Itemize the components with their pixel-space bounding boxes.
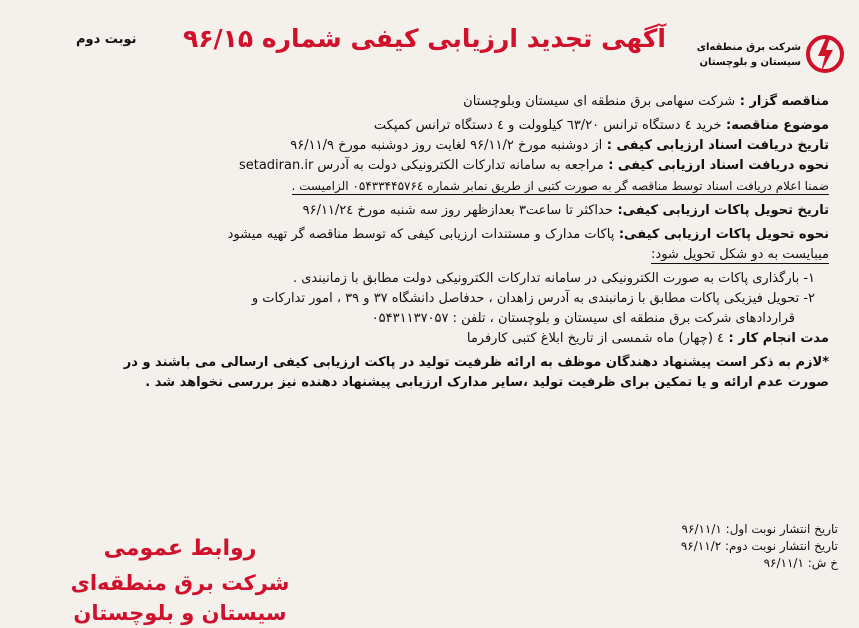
delivery-method-row <box>29 225 829 245</box>
publication-date-first: تاریخ انتشار نوبت اول: ۹۶/۱۱/۱ <box>681 522 838 536</box>
duration-row <box>29 329 829 349</box>
public-relations-label: روابط عمومی <box>103 536 257 561</box>
notice-body <box>29 92 829 393</box>
publication-dates <box>638 521 838 572</box>
receive-date-label: تاریخ دریافت اسناد ارزیابی کیفی : <box>606 138 829 153</box>
delivery-date-label: تاریخ تحویل پاکات ارزیابی کیفی: <box>617 203 829 218</box>
signature-block <box>30 534 330 628</box>
duration-value: ٤ (چهار) ماه شمسی از تاریخ ابلاغ کتبی کارفرما <box>466 331 725 346</box>
delivery-method-value2: میبایست به دو شکل تحویل شود: <box>651 247 829 262</box>
delivery-item-2-text-cont: قراردادهای شرکت برق منطقه ای سیستان و بلوچستان ، تلفن : ۰۵۴۳۱۱۳۷۰۵۷ <box>371 311 795 326</box>
capacity-note-row2 <box>29 373 829 393</box>
receive-method-value: مراجعه به سامانه تدارکات الکترونیکی دولت به آدرس setadiran.ir <box>238 158 604 173</box>
duration-label: مدت انجام کار : <box>728 331 829 346</box>
logo-text-line2: سیستان و بلوچستان <box>699 57 801 68</box>
tender-value: شرکت سهامی برق منطقه ای سیستان وبلوچستان <box>463 94 736 109</box>
receive-method-row <box>29 156 829 176</box>
subject-label: موضوع مناقصه: <box>726 118 829 133</box>
logo-text <box>695 40 801 70</box>
delivery-method-value: پاکات مدارک و مستندات ارزیابی کیفی که توسط مناقصه گر تهیه میشود <box>227 227 615 242</box>
delivery-item-2-cont <box>29 309 829 329</box>
delivery-method-label: نحوه تحویل پاکات ارزیابی کیفی: <box>618 227 829 242</box>
edition-label: نوبت دوم <box>76 32 137 47</box>
delivery-item-2 <box>29 289 829 309</box>
tender-label: مناقصه گزار : <box>739 94 829 109</box>
publication-date-second: تاریخ انتشار نوبت دوم: ۹۶/۱۱/۲ <box>680 539 838 553</box>
company-name-signature: شرکت برق منطقه‌ای سیستان و بلوچستان <box>70 571 290 625</box>
publication-code: خ ش: ۹۶/۱۱/۱ <box>763 556 838 570</box>
power-company-logo-icon <box>805 32 845 78</box>
notice-title: آگهی تجدید ارزیابی کیفی شماره ۹۶/۱۵ <box>183 24 666 53</box>
subject-value: خرید ٤ دستگاه ترانس ٦٣/٢٠ کیلوولت و ٤ دستگاه ترانس کمپکت <box>373 118 722 133</box>
capacity-note-line2: صورت عدم ارائه و یا تمکین برای ظرفیت تولید ،سایر مدارک ارزیابی پیشنهاد دهنده نیز بررسی نخواهد شد . <box>145 375 829 390</box>
subject-row <box>29 116 829 136</box>
delivery-item-2-text: ۲- تحویل فیزیکی پاکات مطابق با زمانبندی به آدرس زاهدان ، حدفاصل دانشگاه ۳۷ و ۳۹ ، امور تدارکات و <box>251 291 815 306</box>
capacity-note-line1: *لازم به ذکر است پیشنهاد دهندگان موظف به ارائه ظرفیت تولید در پاکت ارزیابی کیفی ارسالی می باشند و در <box>123 355 829 370</box>
capacity-note-row1 <box>29 353 829 373</box>
receive-method-label: نحوه دریافت اسناد ارزیابی کیفی : <box>608 158 829 173</box>
delivery-method-row2 <box>29 245 829 265</box>
notice-row <box>29 176 829 197</box>
delivery-item-1 <box>29 269 829 289</box>
receive-date-value: از دوشنبه مورخ ۹۶/۱۱/۲ لغایت روز دوشنبه مورخ ۹۶/۱۱/۹ <box>290 138 603 153</box>
tender-row <box>29 92 829 112</box>
logo-text-line1: شرکت برق منطقه‌ای <box>696 42 801 53</box>
company-logo <box>695 28 845 88</box>
delivery-date-value: حداکثر تا ساعت۳ بعدازظهر روز سه شنبه مورخ ۹۶/۱۱/۲٤ <box>302 203 613 218</box>
delivery-date-row <box>29 201 829 221</box>
receive-date-row <box>29 136 829 156</box>
notice-line: ضمنا اعلام دریافت اسناد توسط مناقصه گر به صورت کتبی از طریق نمابر شماره ۰۵۴۳۳۴۴۵۷۶٤ الزامیست . <box>291 179 829 193</box>
delivery-item-1-text: ۱- بارگذاری پاکات به صورت الکترونیکی در سامانه تدارکات الکترونیکی دولت مطابق با زمانبندی . <box>292 271 815 286</box>
